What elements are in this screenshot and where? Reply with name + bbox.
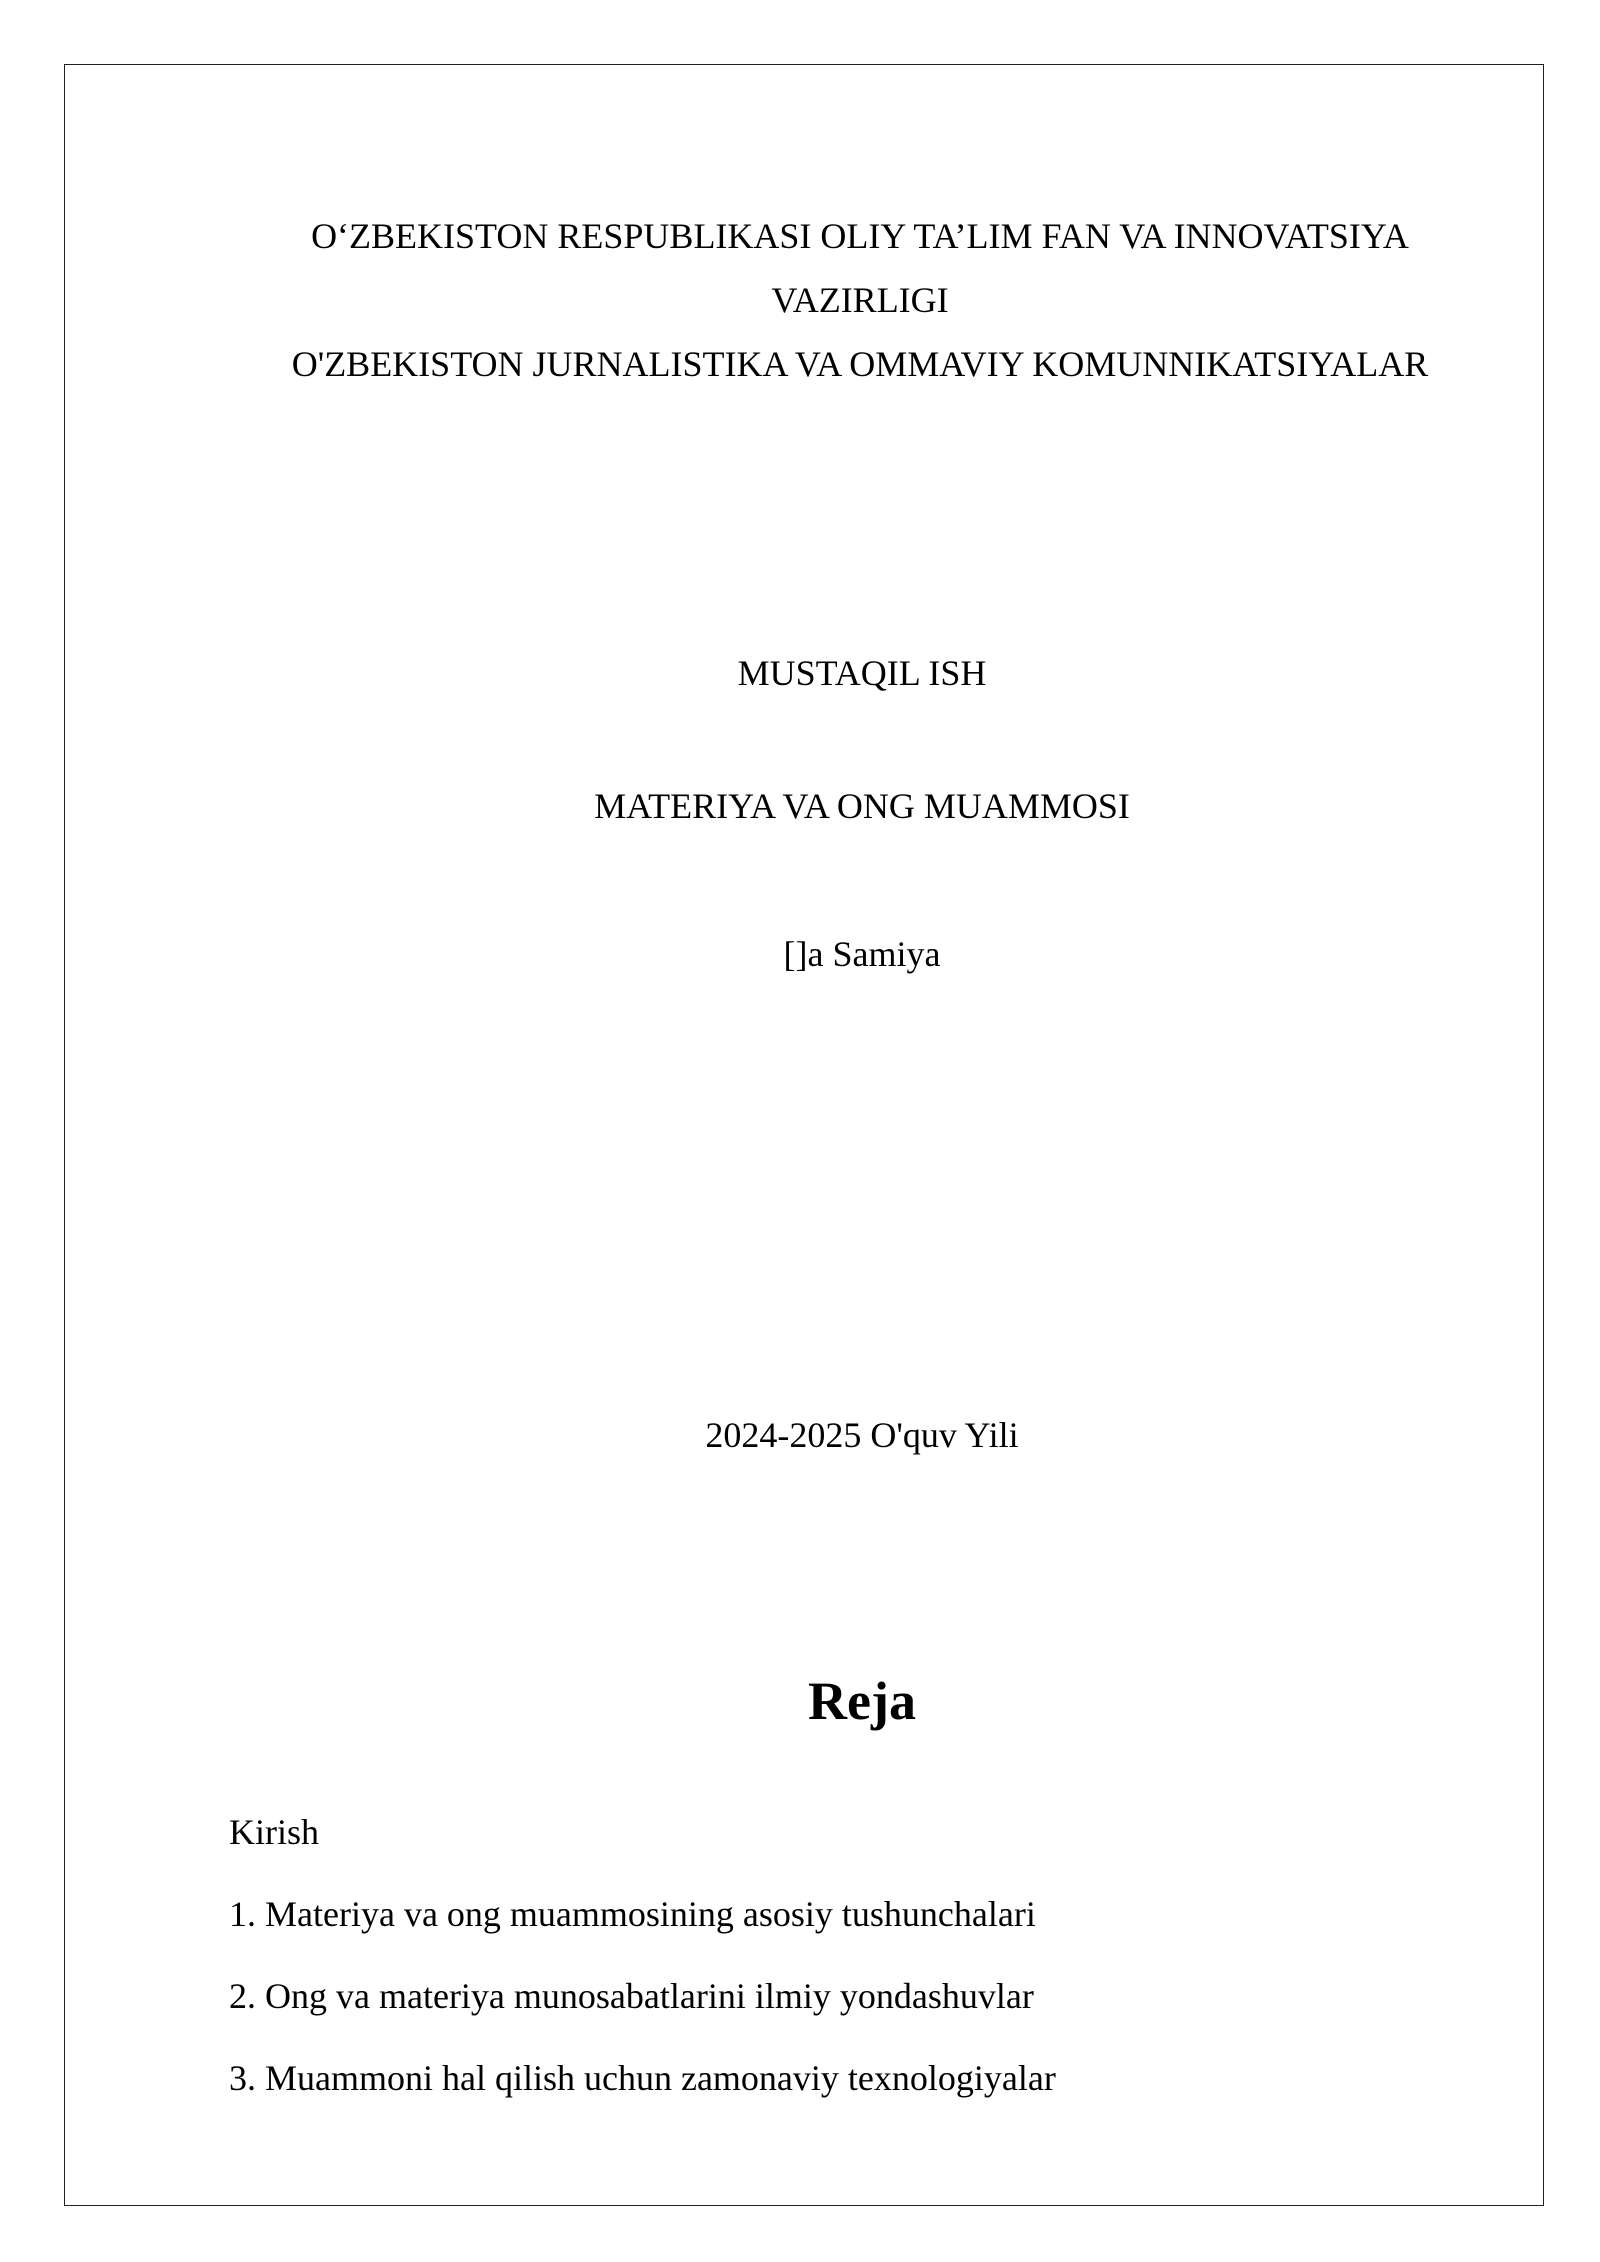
plan-item: 1. Materiya va ong muammosining asosiy tushunchalari [229, 1894, 1036, 1934]
author-line [0, 933, 1600, 975]
topic-title: MATERIYA VA ONG MUAMMOSI [594, 786, 1130, 826]
plan-item: 2. Ong va materiya munosabatlarini ilmiy yondashuvlar [229, 1976, 1034, 2016]
plan-item: Kirish [229, 1812, 319, 1852]
plan-heading-text: Reja [808, 1671, 916, 1731]
work-type-line [0, 652, 1600, 694]
author-name: []a Samiya [783, 934, 941, 974]
plan-item: 3. Muammoni hal qilish uchun zamonaviy texnologiyalar [229, 2058, 1056, 2098]
plan-list [229, 1810, 1056, 2138]
ministry-line-2: VAZIRLIGI [771, 280, 949, 320]
academic-year-line [0, 1414, 1600, 1456]
work-type: MUSTAQIL ISH [737, 653, 987, 693]
plan-heading [0, 1670, 1600, 1732]
institution-name: O'ZBEKISTON JURNALISTIKA VA OMMAVIY KOMUNNIKATSIYALAR [291, 344, 1429, 384]
academic-year: 2024-2025 O'quv Yili [705, 1415, 1019, 1455]
document-header [200, 204, 1520, 396]
topic-line [0, 785, 1600, 827]
ministry-line-1: O‘ZBEKISTON RESPUBLIKASI OLIY TA’LIM FAN VA INNOVATSIYA [311, 216, 1409, 256]
